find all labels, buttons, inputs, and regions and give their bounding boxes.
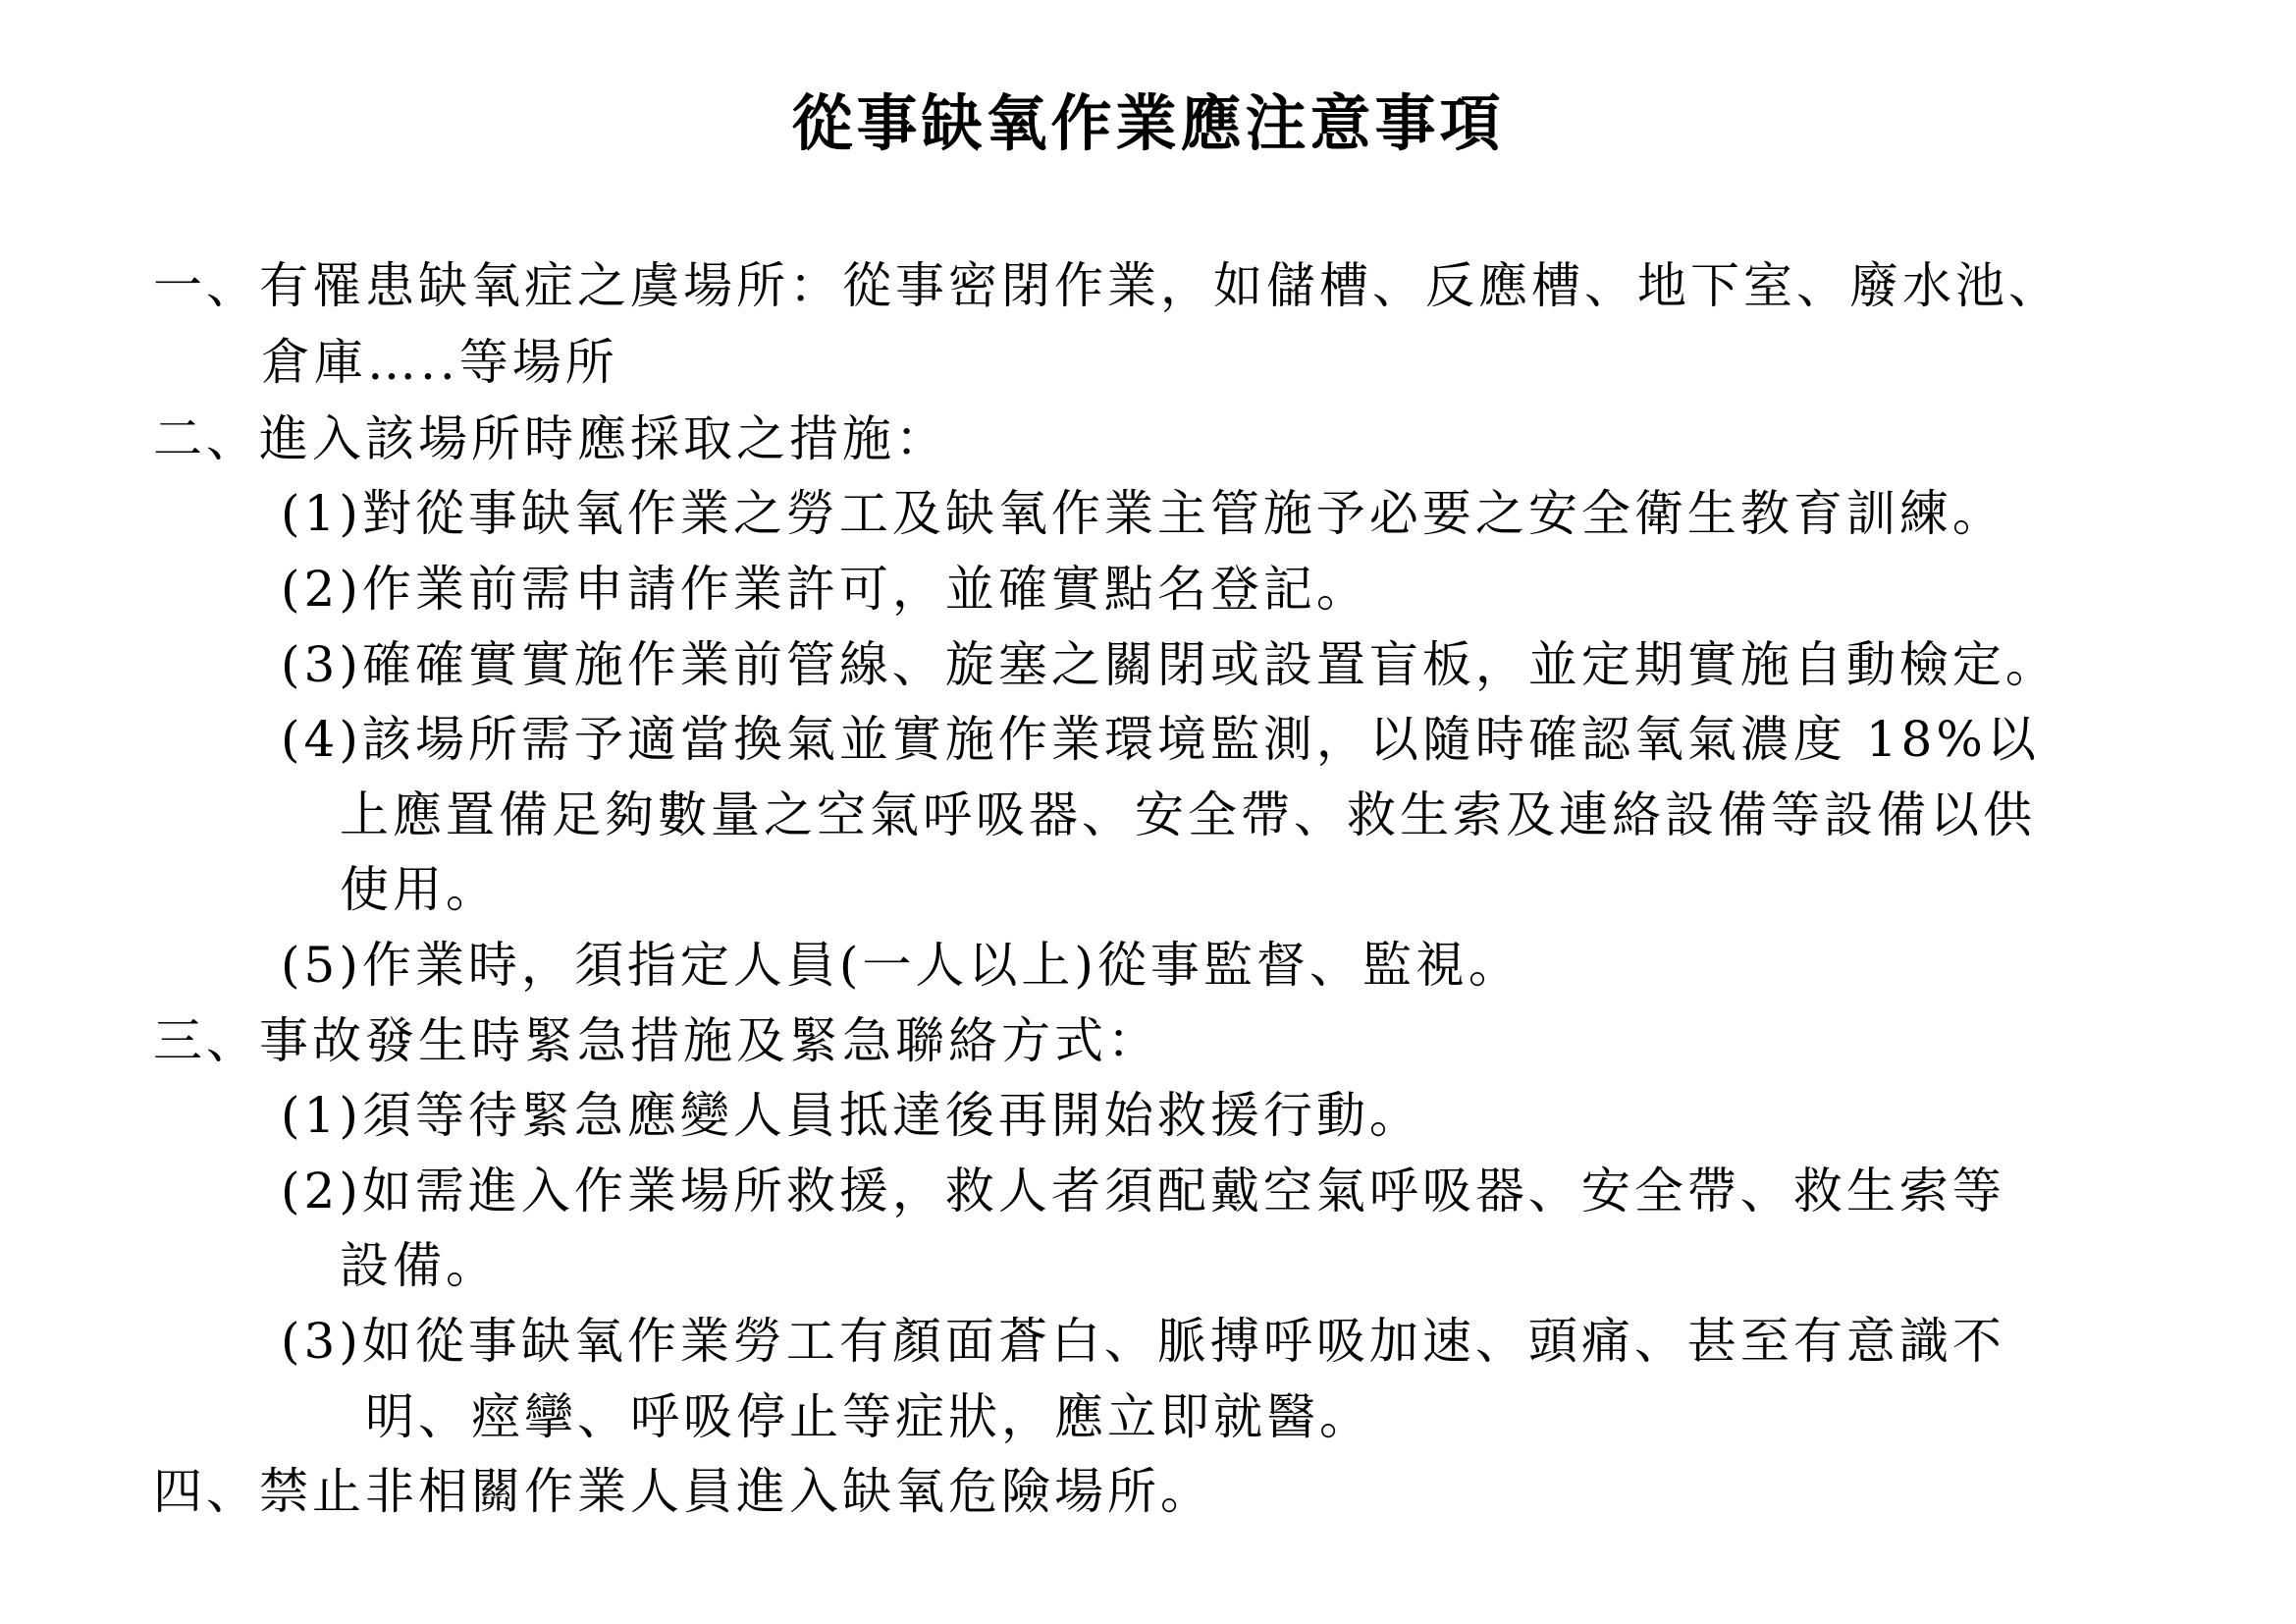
section-1-heading: 一、有罹患缺氧症之虞場所：從事密閉作業，如儲槽、反應槽、地下室、廢水池、 bbox=[153, 257, 2061, 314]
section-2-item-2: (2)作業前需申請作業許可，並確實點名登記。 bbox=[281, 561, 1369, 618]
section-2-item-5: (5)作業時，須指定人員(一人以上)從事監督、監視。 bbox=[281, 937, 1522, 994]
section-3-item-1: (1)須等待緊急應變人員抵達後再開始救援行動。 bbox=[281, 1087, 1422, 1144]
section-2-item-4-continued: 上應置備足夠數量之空氣呼吸器、安全帶、救生索及連絡設備等設備以供 bbox=[340, 786, 2036, 843]
section-3-heading: 三、事故發生時緊急措施及緊急聯絡方式： bbox=[153, 1012, 1160, 1069]
section-2-item-4: (4)該場所需予適當換氣並實施作業環境監測，以隨時確認氧氣濃度 18%以 bbox=[281, 711, 2040, 768]
section-3-item-3: (3)如從事缺氧作業勞工有顏面蒼白、脈搏呼吸加速、頭痛、甚至有意識不 bbox=[281, 1313, 2005, 1370]
section-2-item-3: (3)確確實實施作業前管線、旋塞之關閉或設置盲板，並定期實施自動檢定。 bbox=[281, 636, 2058, 693]
section-3-item-2-continued: 設備。 bbox=[340, 1237, 499, 1294]
section-2-item-4-continued: 使用。 bbox=[340, 861, 499, 918]
section-3-item-2: (2)如需進入作業場所救援，救人者須配戴空氣呼吸器、安全帶、救生索等 bbox=[281, 1163, 2005, 1219]
document-title: 從事缺氧作業應注意事項 bbox=[791, 87, 1505, 159]
section-4-heading: 四、禁止非相關作業人員進入缺氧危險場所。 bbox=[153, 1463, 1213, 1520]
section-2-heading: 二、進入該場所時應採取之措施： bbox=[153, 410, 948, 467]
section-2-item-1: (1)對從事缺氧作業之勞工及缺氧作業主管施予必要之安全衛生教育訓練。 bbox=[281, 485, 2005, 542]
section-1-heading-continued: 倉庫…..等場所 bbox=[261, 334, 618, 391]
section-3-item-3-continued: 明、痙攣、呼吸停止等症狀，應立即就醫。 bbox=[365, 1388, 1372, 1445]
